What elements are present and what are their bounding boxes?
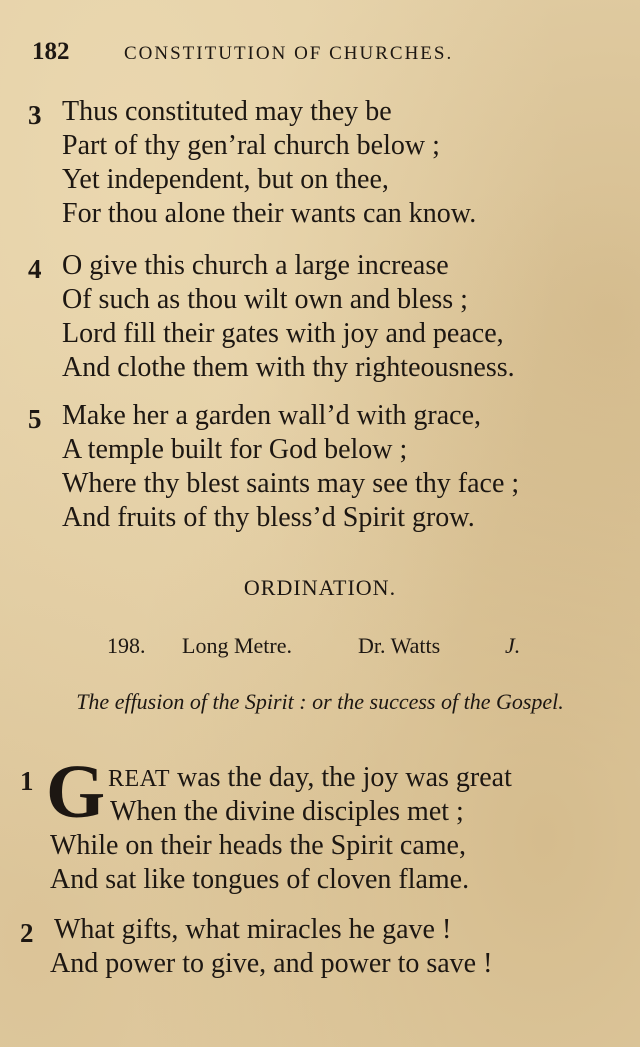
verse-line: While on their heads the Spirit came,	[50, 830, 466, 861]
hymn-subtitle: The effusion of the Spirit : or the success of the Gospel.	[76, 689, 564, 714]
hymn-metre: Long Metre.	[182, 633, 292, 658]
verse-line: And sat like tongues of cloven flame.	[50, 864, 470, 895]
stanza-number: 1	[20, 766, 34, 796]
verse-line-first	[108, 762, 512, 794]
stanza-number: 4	[28, 254, 42, 284]
verse-line: What gifts, what miracles he gave !	[54, 914, 452, 945]
hymn-heading	[0, 633, 640, 661]
verse-line: Where thy blest saints may see thy face ;	[62, 468, 520, 499]
hymn-number: 198.	[107, 633, 146, 658]
stanza-number: 2	[20, 918, 34, 948]
verse-line: And fruits of thy bless’d Spirit grow.	[62, 502, 475, 533]
verse-line: And clothe them with thy righteousness.	[62, 352, 515, 383]
verse-line: Yet independent, but on thee,	[62, 164, 389, 195]
verse-line: O give this church a large increase	[62, 250, 449, 281]
verse-line: Part of thy gen’ral church below ;	[62, 130, 440, 161]
stanza-number: 5	[28, 404, 42, 434]
running-head: CONSTITUTION OF CHURCHES.	[124, 43, 454, 64]
verse-line: Thus constituted may they be	[62, 96, 392, 127]
drop-cap-continuation: REAT	[108, 766, 170, 792]
verse-line: And power to give, and power to save !	[50, 948, 493, 979]
verse-line: For thou alone their wants can know.	[62, 198, 477, 229]
hymn-mark: J.	[505, 633, 521, 658]
verse-line: Make her a garden wall’d with grace,	[62, 400, 482, 431]
page-header	[32, 38, 592, 74]
verse-line: A temple built for God below ;	[62, 434, 408, 465]
verse-line: Lord fill their gates with joy and peace,	[62, 318, 504, 349]
verse-line: When the divine disciples met ;	[110, 796, 464, 827]
verse-line-first-tail: was the day, the joy was great	[177, 762, 512, 793]
section-title: ORDINATION.	[243, 575, 397, 600]
verse-line: Of such as thou wilt own and bless ;	[62, 284, 468, 315]
hymn-author: Dr. Watts	[358, 633, 441, 658]
drop-cap: G	[46, 750, 106, 834]
page-number: 182	[32, 38, 70, 65]
stanza-number: 3	[28, 100, 42, 130]
